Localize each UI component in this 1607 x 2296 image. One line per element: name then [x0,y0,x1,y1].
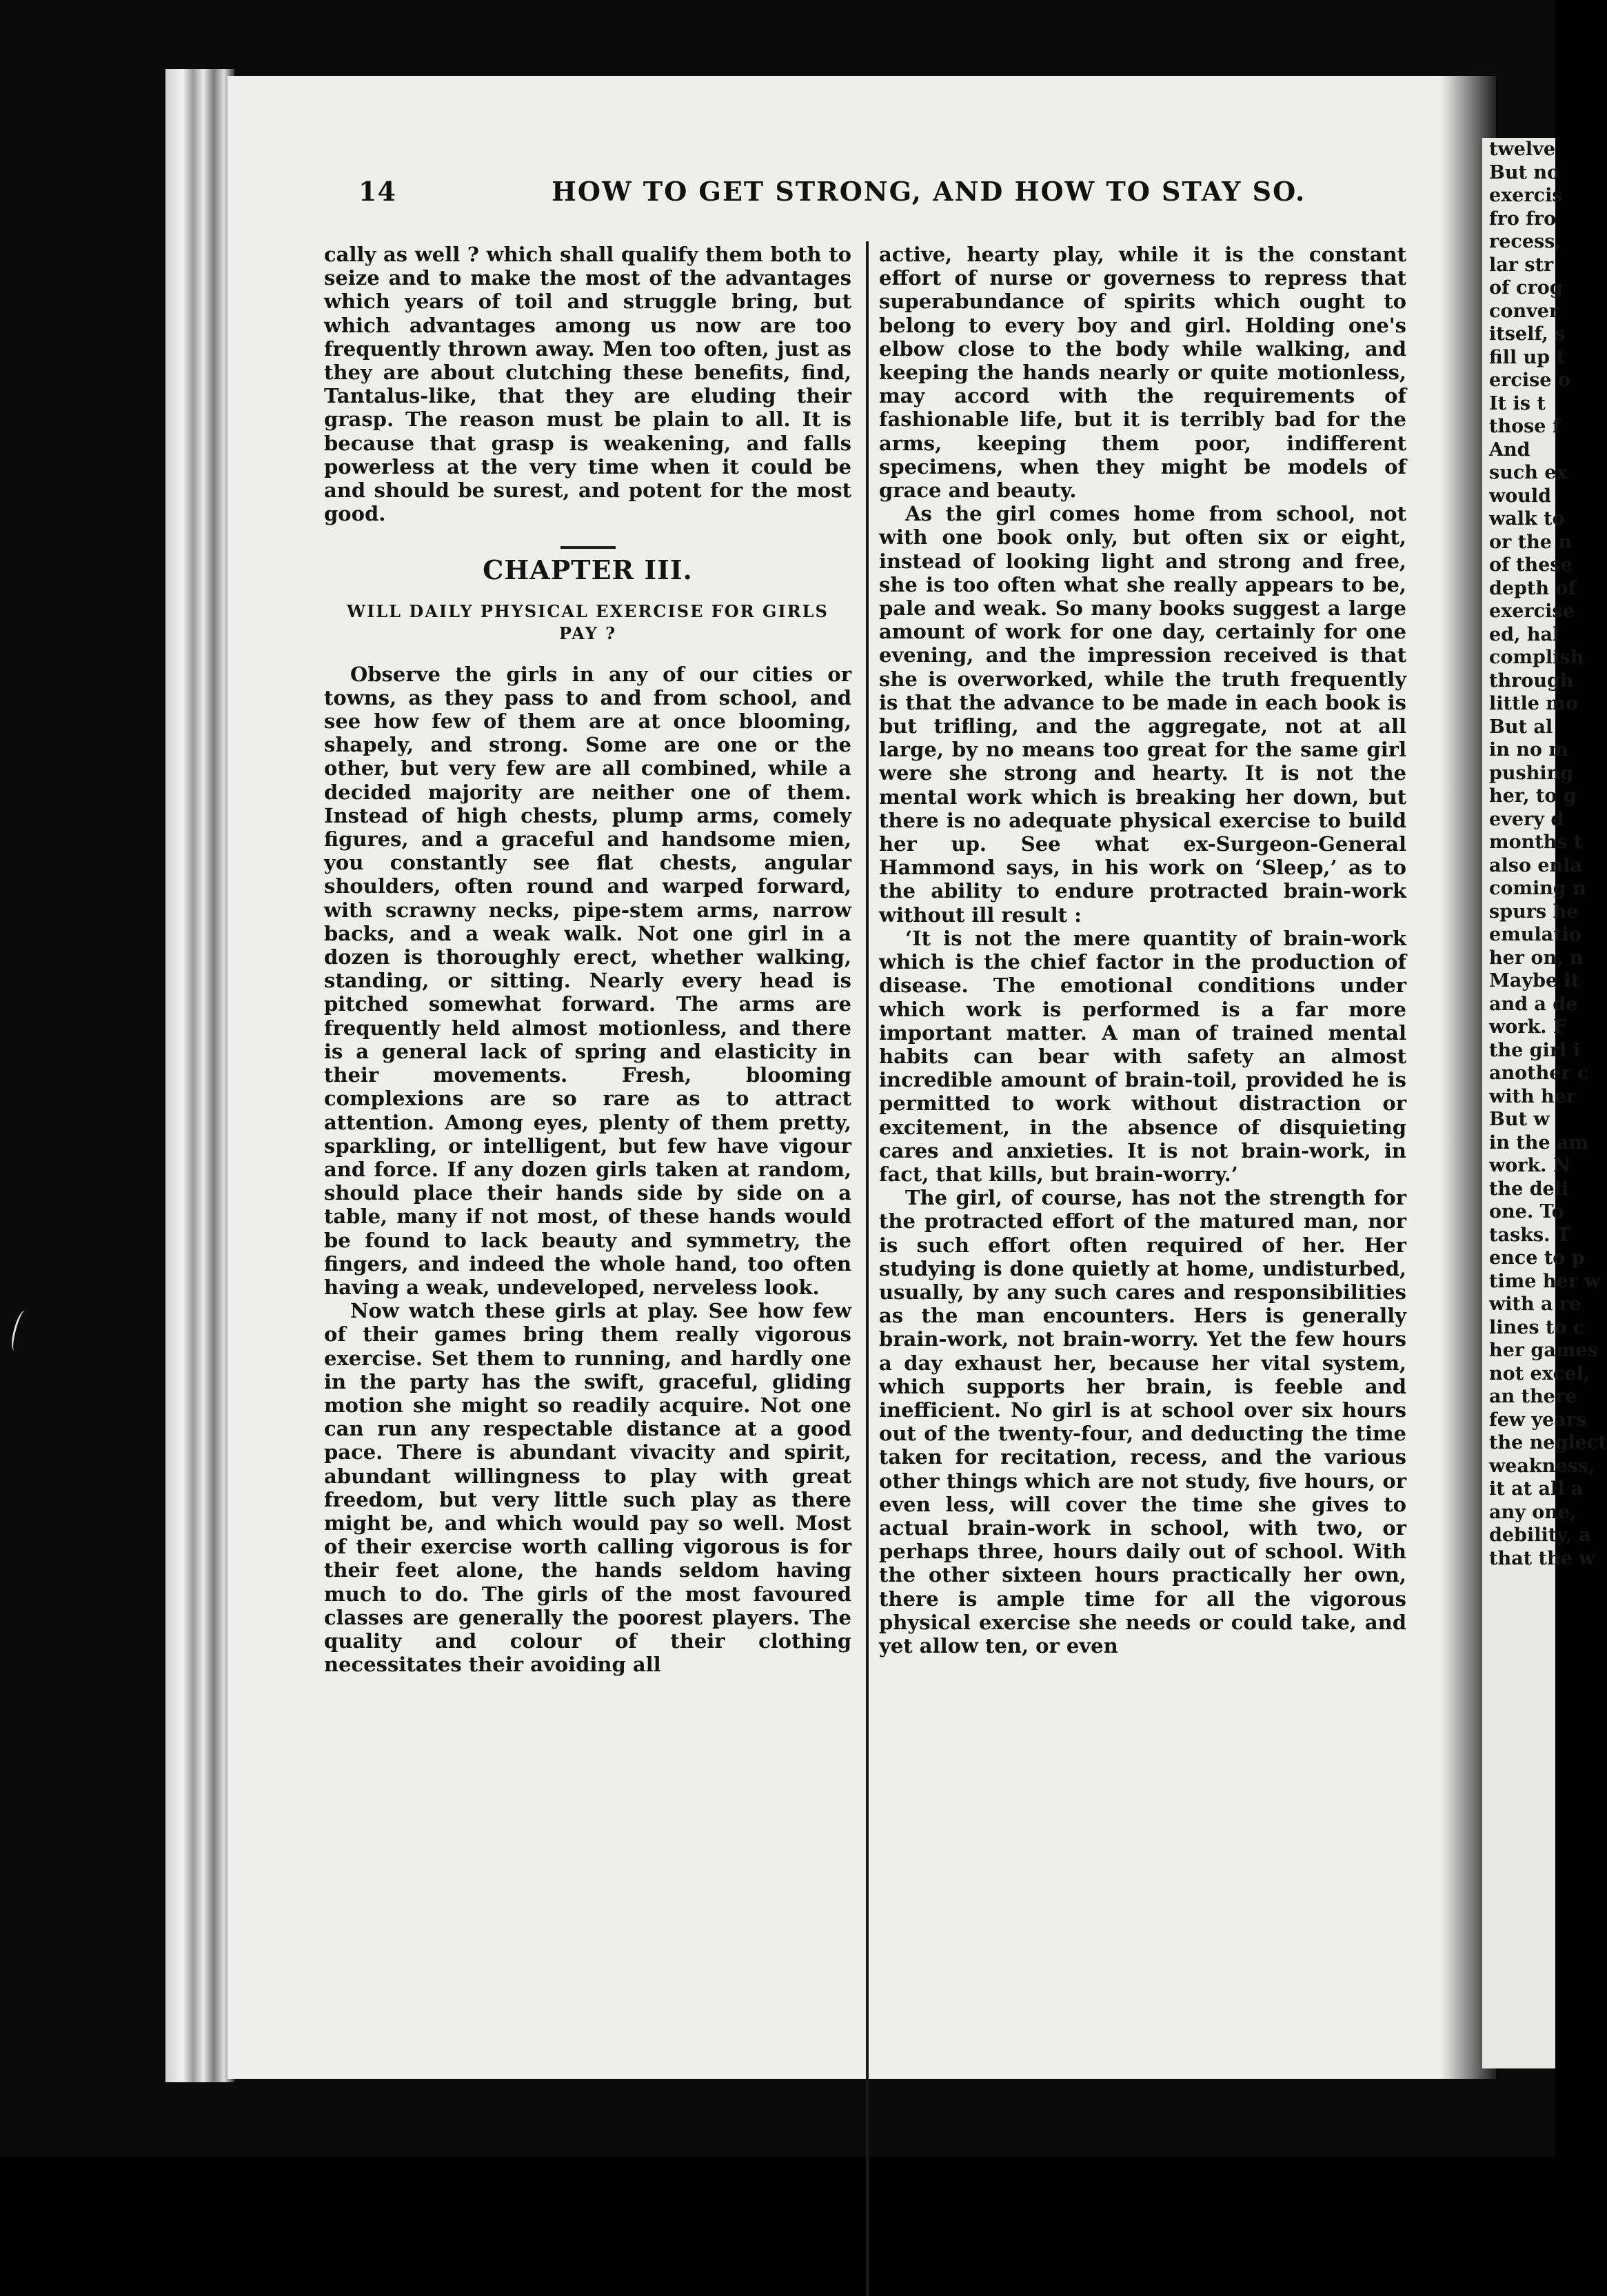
facing-page-line: tasks. T [1489,1224,1570,1246]
facing-page-line: conver [1489,300,1559,322]
facing-page-line: of these [1489,554,1573,576]
left-column [324,243,851,1676]
facing-page-line: twelve [1489,139,1556,160]
facing-page-line: not excel, [1489,1362,1590,1384]
facing-page-line: also enla [1489,854,1582,876]
right-column [879,243,1406,1658]
facing-page-line: And [1489,439,1530,461]
facing-page-line: coming n [1489,878,1586,899]
page-header [358,176,1306,217]
facing-page-line: lar str [1489,254,1554,276]
chapter-rule [560,546,616,549]
facing-page-line: debility, a [1489,1524,1591,1546]
facing-page-line: emulatio [1489,924,1581,945]
facing-page-line: recess, [1489,231,1561,252]
facing-page-line: her games [1489,1340,1598,1361]
facing-page-line: ence to p [1489,1247,1585,1269]
facing-page-line: weakness, [1489,1455,1595,1477]
facing-page-line: of crog [1489,277,1563,299]
facing-page-line: work. N [1489,1155,1570,1176]
facing-page-line: Maybe it [1489,970,1580,991]
facing-page-line: in no m [1489,739,1568,761]
facing-page-line: an there [1489,1386,1577,1407]
facing-page-line: ed, hal [1489,623,1560,645]
paragraph-observe: Observe the girls in any of our cities or towns, as they pass to and from school, and see how few of them are at once blooming, shapely, and strong. Some are one or the other, but very few are all combined, while a decided majority are neither one of them. Instead of high chests, plump arms, comely figures, and a graceful and handsome mien, you constantly see flat chests, angular shoulders, often round and warped forward, with scrawny necks, pipe-stem arms, narrow backs, and a weak walk. Not one girl in a dozen is thoroughly erect, whether walking, standing, or sitting. Nearly every head is pitched somewhat forward. The arms are frequently held almost motionless, and there is a general lack of spring and elasticity in their movements. Fresh, blooming complexions are so rare as to attract attention. Among eyes, plenty of them pretty, sparkling, or intelligent, but few have vigour and force. If any dozen girls taken at random, should place their hands side by side on a table, many if not most, of these hands would be found to lack beauty and symmetry, the fingers, and indeed the whole hand, too often having a weak, undeveloped, nerveless look. [324,662,851,1299]
facing-page-line: fill up t [1489,346,1565,368]
facing-page-line: another c [1489,1063,1589,1084]
facing-page-line: work. F [1489,1016,1567,1038]
continued-paragraph: active, hearty play, while it is the constant effort of nurse or governess to repress that superabundance of spirits which ought to belong to every boy and girl. Holding one's elbow close to the body while walking, and keeping the hands nearly or quite motionless, may accord with the requirements of fashionable life, but it is terribly bad for the arms, keeping them poor, indifferent specimens, when they might be models of grace and beauty. [879,243,1406,503]
facing-page-line: But al [1489,716,1553,738]
facing-page-line: the girl i [1489,1039,1580,1061]
facing-page-line: complish [1489,647,1584,668]
facing-page-line: with her [1489,1085,1577,1107]
column-divider [866,241,869,2296]
facing-page-line: it at all a [1489,1478,1584,1500]
facing-page-line: such ex [1489,462,1568,483]
facing-page-line: would [1489,485,1552,507]
facing-page-line: depth of [1489,577,1577,599]
stacked-page-edges [165,69,234,2082]
facing-page-line: exercise [1489,601,1575,622]
facing-page-line: any one, [1489,1501,1577,1523]
facing-page-line: exercis [1489,185,1563,206]
continued-paragraph: cally as well ? which shall qualify them both to seize and to make the most of the advantages which years of toil and struggle bring, but which advantages among us now are too frequently thrown away. Men too often, just as they are about clutching these benefits, find, Tantalus-like, that they are eluding their grasp. The reason must be plain to all. It is because that grasp is weakening, and falls powerless at the very time when it could be and should be surest, and potent for the most good. [324,243,851,526]
facing-page-line: pushing [1489,762,1574,784]
chapter-title: CHAPTER III. [483,554,693,586]
facing-page-line: that the w [1489,1547,1595,1569]
facing-page-line: little mo [1489,693,1578,714]
facing-page-line: every d [1489,808,1564,830]
facing-page-line: fro fro [1489,208,1557,230]
facing-page-line: the deli [1489,1178,1569,1200]
facing-page-line: But no [1489,161,1559,183]
facing-page-line: months t [1489,832,1583,853]
facing-page-line: in the am [1489,1131,1589,1154]
facing-page-line: her on, n [1489,947,1584,969]
facing-page-line: ercise o [1489,370,1570,391]
paragraph-school: As the girl comes home from school, not with one book only, but often six or eight, instead of looking light and strong and free, she is too often what she really appears to be, pale and weak. So many books suggest a large amount of work for one day, certainly for one evening, and the impression received is that she is overworked, while the truth frequently is that the advance to be made in each book is but trifling, and the aggregate, not at all large, by no means too great for the same girl were she strong and hearty. It is not the mental work which is breaking her down, but there is no adequate physical exercise to build her up. See what ex-Surgeon-General Hammond says, in his work on ‘Sleep,’ as to the ability to endure protracted brain-work without ill result : [879,502,1406,927]
page-number: 14 [358,176,396,207]
facing-page-line: walk to [1489,508,1565,530]
paragraph-girl: The girl, of course, has not the strength for the protracted effort of the matured man, nor is such effort often required of her. Her studying is done quietly at home, undisturbed, usually, by any such cares and responsibilities as the man encounters. Hers is generally brain-work, not brain-worry. Yet the few hours a day exhaust her, because her vital system, which supports her brain, is feeble and inefficient. No girl is at school over six hours out of the twenty-four, and deducting the time taken for recitation, recess, and the various other things which are not study, five hours, or even less, will cover the time she gives to actual brain-work in school, with two, or perhaps three, hours daily out of school. With the other sixteen hours practically her own, there is ample time for all the vigorous physical exercise she needs or could take, and yet allow ten, or even [879,1186,1406,1658]
facing-page-line: spurs he [1489,900,1579,923]
facing-page-line: or the n [1489,531,1572,553]
block-quote: ‘It is not the mere quantity of brain-work which is the chief factor in the production of disease. The emotional conditions under which work is performed is a far more important matter. A man of trained mental habits can bear with safety an almost incredible amount of brain-toil, provided he is permitted to work without distraction or excitement, in the absence of disquieting cares and anxieties. It is not brain-work, in fact, that kills, but brain-worry.’ [879,926,1406,1186]
facing-page-line: lines to c [1489,1316,1585,1338]
chapter-subtitle: WILL DAILY PHYSICAL EXERCISE FOR GIRLS PAY ? [347,601,829,643]
facing-page-line: one. To [1489,1201,1564,1222]
facing-page-line: few years [1489,1409,1587,1431]
running-title: HOW TO GET STRONG, AND HOW TO STAY SO. [552,176,1306,207]
facing-page-line: itself, s [1489,323,1566,345]
facing-page-line: and a de [1489,993,1578,1015]
facing-page-line: with a re [1489,1293,1581,1315]
facing-page-line: But w [1489,1109,1550,1130]
paragraph-watch: Now watch these girls at play. See how few of their games bring them really vigorous exercise. Set them to running, and hardly one in the party has the swift, graceful, gliding motion she might so readily acquire. Not one can run any respectable distance at a good pace. There is abundant vivacity and spirit, abundant willingness to play with great freedom, but very little such play as there might be, and which would pay so well. Most of their exercise worth calling vigorous is for their feet alone, the hands seldom having much to do. The girls of the most favoured classes are generally the poorest players. The quality and colour of their clothing necessitates their avoiding all [324,1299,851,1677]
facing-page-fragment [1482,138,1607,2068]
facing-page-line: It is t [1489,392,1546,414]
facing-page-line: her, to g [1489,785,1577,807]
facing-page-line: those f [1489,416,1561,437]
facing-page-line: time her w [1489,1270,1601,1292]
facing-page-line: the neglect [1489,1432,1607,1453]
facing-page-line: through [1489,669,1574,692]
